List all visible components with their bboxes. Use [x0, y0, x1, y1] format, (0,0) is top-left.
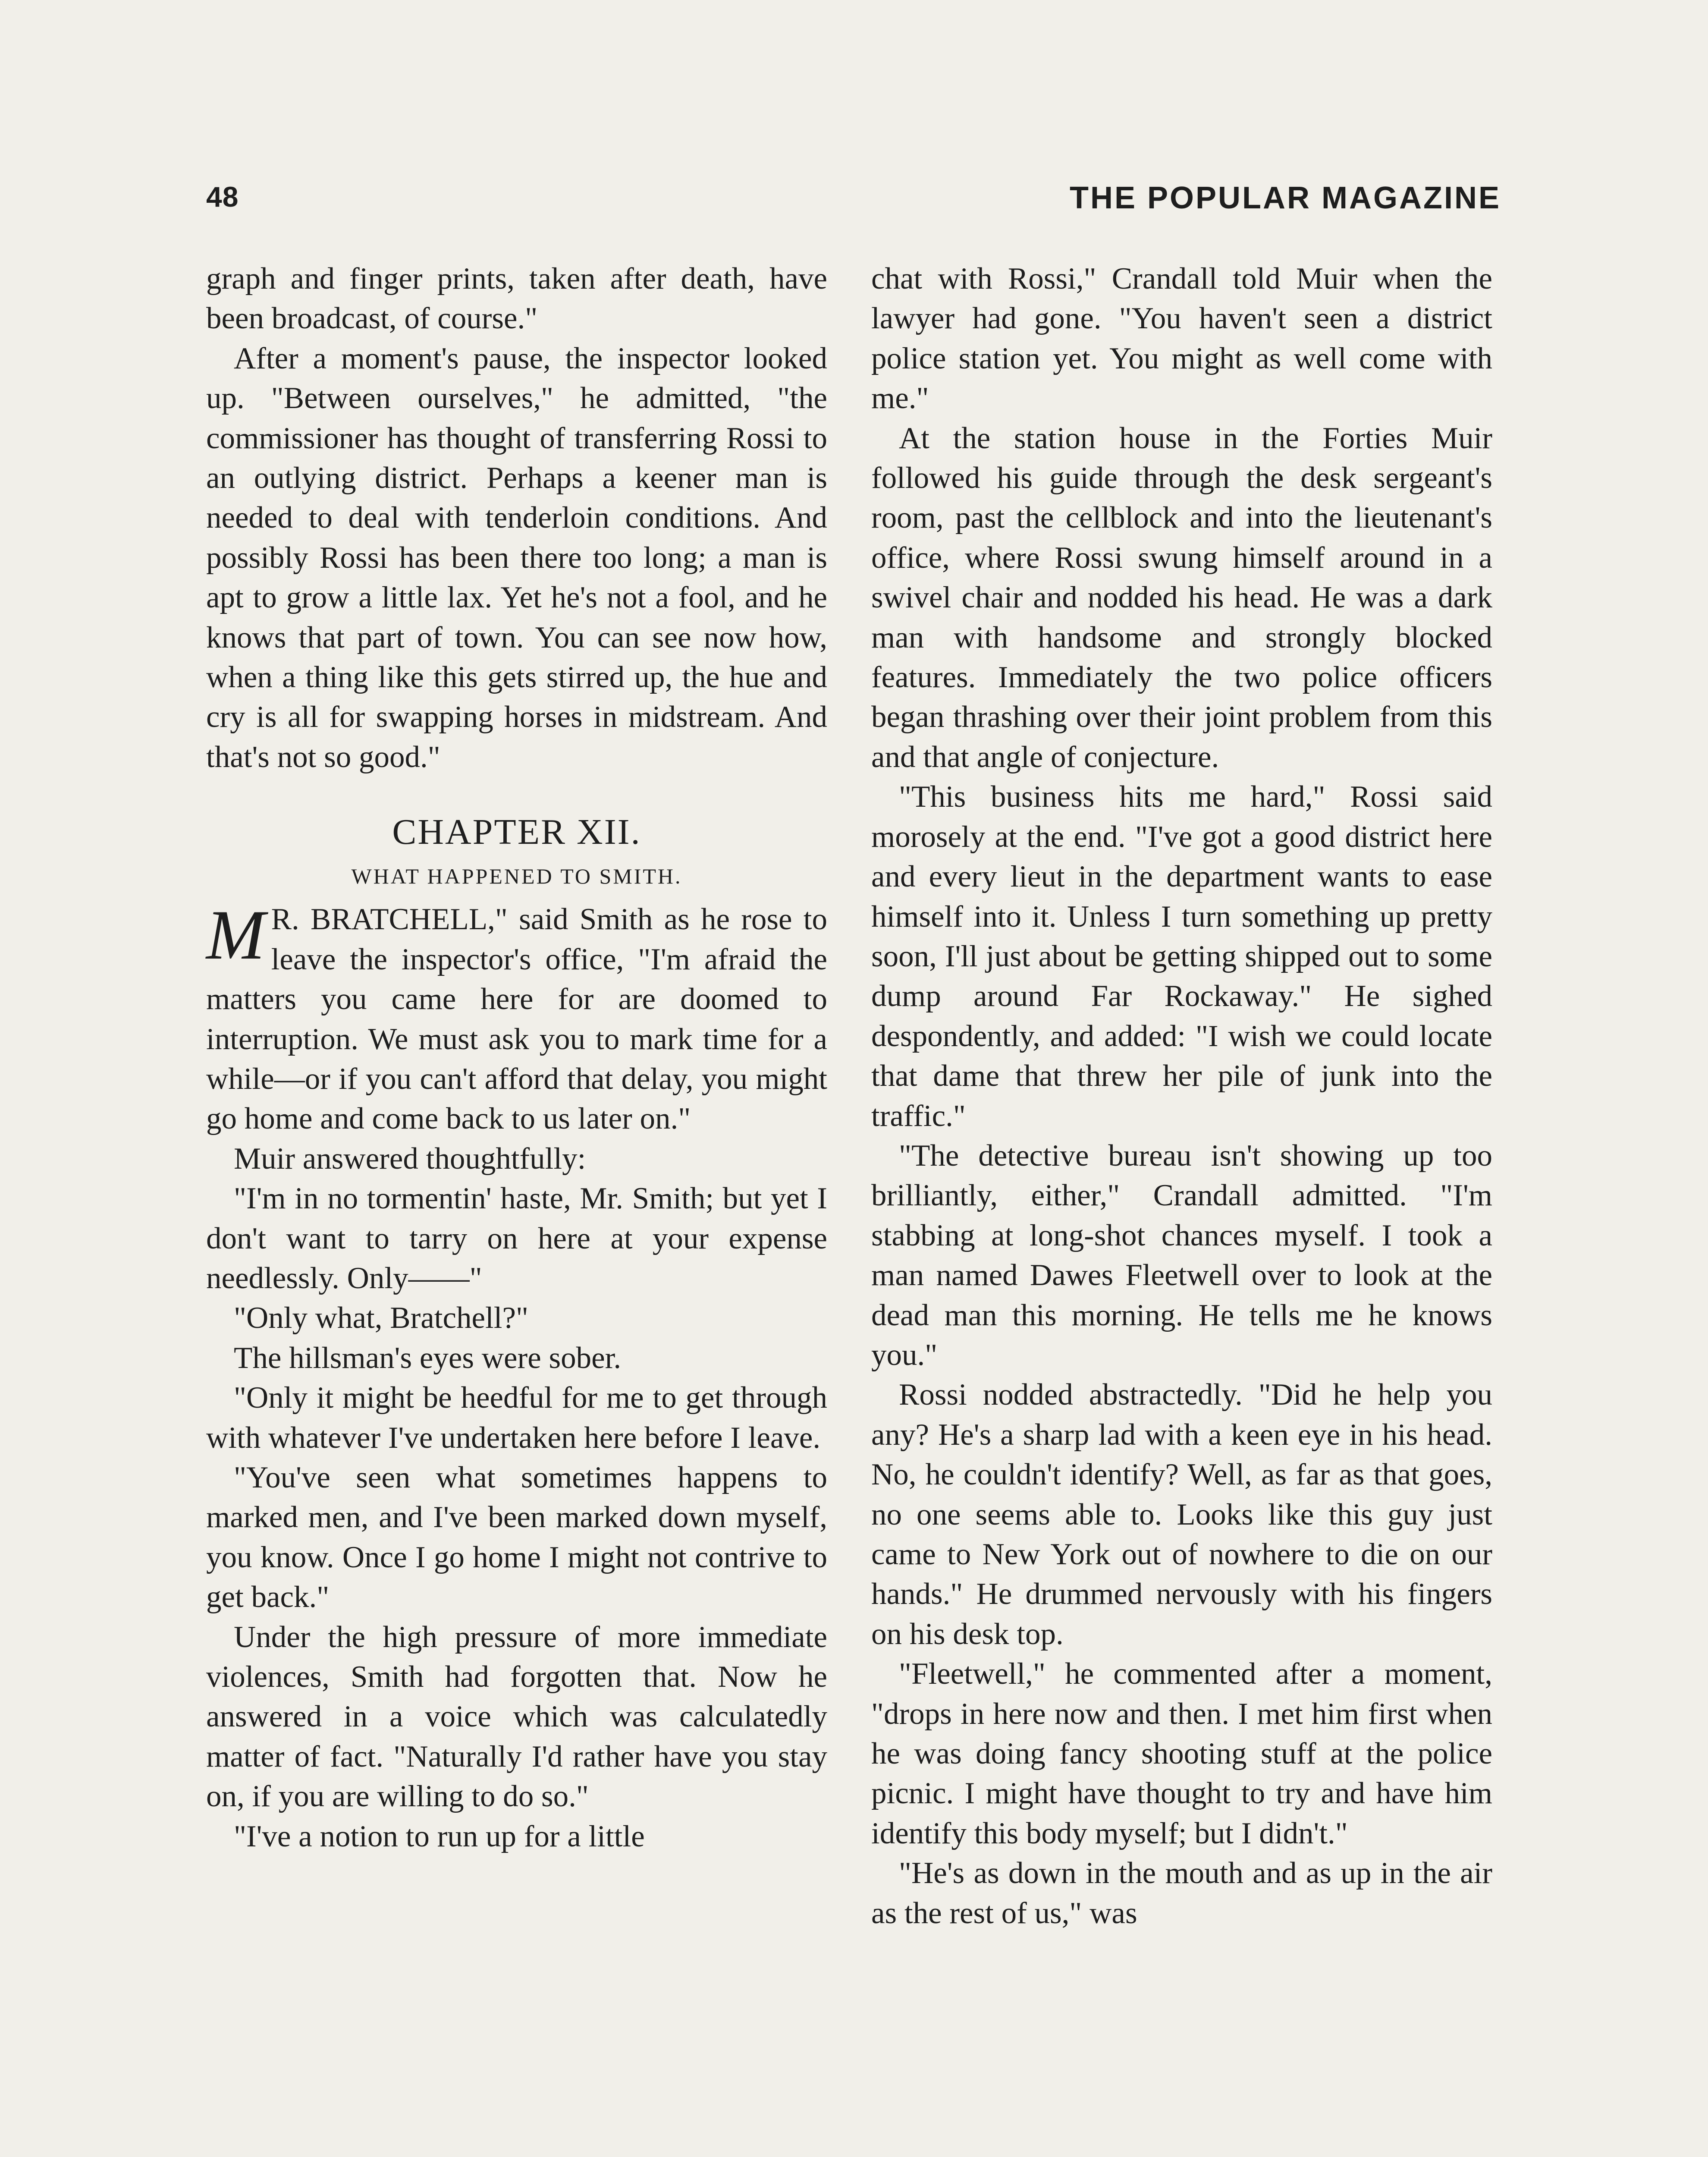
paragraph: "I've a notion to run up for a little: [234, 1819, 645, 1853]
paragraph: "You've seen what sometimes happens to marked men, and I've been marked down myself, you know. Once I go home I might not contrive to get back.": [206, 1460, 827, 1614]
paragraph: At the station house in the Forties Muir followed his guide through the desk sergeant's room, past the cellblock and into the lieutenant's office, where Rossi swung himself around in a swivel chair and nodded his head. He was a dark man with handsome and strongly blocked features. Immediately the two police officers began thrashing over their joint problem from this and that angle of conjecture.: [871, 421, 1492, 774]
opening-paragraph: [206, 896, 827, 1138]
paragraph: graph and finger prints, taken after death, have been broadcast, of course.": [206, 262, 827, 336]
left-column: [206, 259, 827, 1856]
paragraph: Rossi nodded abstractedly. "Did he help you any? He's a sharp lad with a keen eye in his head. No, he couldn't identify? Well, as far as that goes, no one seems able to. Looks like this guy just came to New York out of nowhere to die on our hands." He drummed nervously with his fingers on his desk top.: [871, 1378, 1492, 1651]
opening-text: R. BRATCHELL," said Smith as he rose to leave the inspector's office, "I'm afraid the matters you came here for are doomed to interruption. We must ask you to mark time for a while—or if you can't afford that delay, you might go home and come back to us later on.": [206, 902, 827, 1136]
chapter-heading: CHAPTER XII.: [392, 812, 641, 852]
paragraph: "The detective bureau isn't showing up too brilliantly, either," Crandall admitted. "I'm stabbing at long-shot chances myself. I took a man named Dawes Fleetwell over to look at the dead man this morning. He tells me he knows you.": [871, 1138, 1492, 1372]
paragraph: "This business hits me hard," Rossi said morosely at the end. "I've got a good district here and every lieut in the department wants to ease himself into it. Unless I turn something up pretty soon, I'll just about be getting shipped out to some dump around Far Rockaway." He sighed despondently, and added: "I wish we could locate that dame that threw her pile of junk into the traffic.": [871, 780, 1492, 1133]
paragraph: "Fleetwell," he commented after a moment, "drops in here now and then. I met him first when he was doing fancy shooting stuff at the police picnic. I might have thought to try and have him identify this body myself; but I didn't.": [871, 1657, 1492, 1850]
paragraph: Under the high pressure of more immediate violences, Smith had forgotten that. Now he answered in a voice which was calculatedly matter of fact. "Naturally I'd rather have you stay on, if you are willing to do so.": [206, 1620, 827, 1814]
paragraph: "Only what, Bratchell?": [234, 1301, 528, 1335]
page-header: [206, 180, 1501, 228]
right-column: [871, 259, 1492, 1933]
drop-cap: M: [206, 896, 265, 975]
paragraph: The hillsman's eyes were sober.: [234, 1341, 622, 1375]
paragraph: Muir answered thoughtfully:: [234, 1141, 586, 1176]
running-title: THE POPULAR MAGAZINE: [1069, 181, 1501, 215]
chapter-subtitle: WHAT HAPPENED TO SMITH.: [351, 864, 682, 889]
paragraph: chat with Rossi," Crandall told Muir when the lawyer had gone. "You haven't seen a district police station yet. You might as well come with me.": [871, 262, 1492, 415]
paragraph: After a moment's pause, the inspector looked up. "Between ourselves," he admitted, "the commissioner has thought of transferring Rossi to an outlying district. Perhaps a keener man is needed to deal with tenderloin conditions. And possibly Rossi has been there too long; a man is apt to grow a little lax. Yet he's not a fool, and he knows that part of town. You can see now how, when a thing like this gets stirred up, the hue and cry is all for swapping horses in midstream. And that's not so good.": [206, 341, 827, 774]
page-number: 48: [206, 181, 239, 213]
paragraph: "I'm in no tormentin' haste, Mr. Smith; but yet I don't want to tarry on here at your expense needlessly. Only——": [206, 1182, 827, 1295]
paragraph: "He's as down in the mouth and as up in the air as the rest of us," was: [871, 1856, 1492, 1930]
paragraph: "Only it might be heedful for me to get through with whatever I've undertaken here before I leave.: [206, 1381, 827, 1455]
